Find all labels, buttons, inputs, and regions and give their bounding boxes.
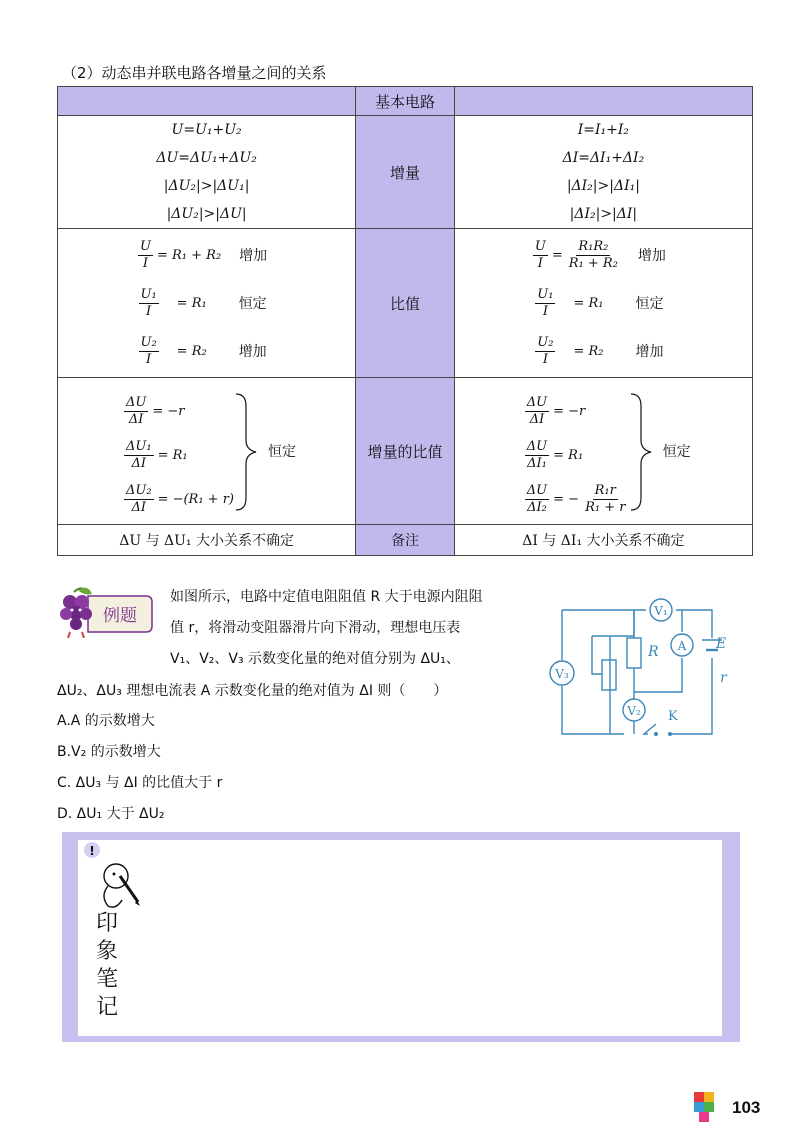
header-mid: 基本电路 bbox=[356, 87, 455, 116]
label-r-big: R bbox=[648, 644, 659, 660]
row-label-incr-ratio: 增量的比值 bbox=[356, 378, 455, 525]
example-line: 值 r，将滑动变阻器滑片向下滑动，理想电压表 bbox=[170, 620, 461, 636]
bang-mark: ! bbox=[89, 844, 95, 858]
incr-ratio-eq bbox=[124, 390, 234, 432]
section-title: （2）动态串并联电路各增量之间的关系 bbox=[62, 64, 327, 82]
circuit-diagram bbox=[540, 596, 740, 748]
notes-figure-icon bbox=[82, 840, 142, 1030]
series-increment-line: ΔU=ΔU₁+ΔU₂ bbox=[156, 150, 257, 166]
parallel-ratio-cell bbox=[454, 229, 752, 378]
series-increment-cell bbox=[58, 116, 356, 229]
ratio-rhs: = R₂ bbox=[176, 343, 207, 359]
notes-title-char: 象 bbox=[96, 939, 119, 964]
example-badge-icon bbox=[58, 586, 154, 638]
fraction: $\frac{U}{I}$ bbox=[534, 238, 546, 271]
incr-ratio-row bbox=[58, 378, 753, 525]
fraction: $\frac{\text{ΔU₂}}{\Delta I}$ bbox=[126, 482, 152, 515]
ratio-label: 恒定 bbox=[635, 296, 664, 312]
parallel-increment-line: |ΔI₂|>|ΔI₁| bbox=[566, 178, 640, 194]
ratio-rhs: = R₁ bbox=[157, 447, 188, 463]
parallel-increment-line: I=I₁+I₂ bbox=[577, 122, 630, 138]
parallel-increment-cell bbox=[454, 116, 752, 229]
parallel-ratio-eq bbox=[455, 279, 752, 327]
option-b: B.V₂ 的示数增大 bbox=[57, 744, 161, 760]
ratio-rhs: = R₁ bbox=[573, 295, 604, 311]
incr-ratio-eq bbox=[124, 478, 234, 520]
fraction: $\frac{\text{U₁}}{I}$ bbox=[140, 286, 157, 319]
ratio-rhs: = −(R₁ + r) bbox=[157, 491, 234, 507]
label-e: E bbox=[716, 636, 727, 652]
header-right bbox=[454, 87, 752, 116]
example-line: 如图所示，电路中定值电阻阻值 R 大于电源内阻阻 bbox=[170, 589, 483, 605]
series-ratio-eq bbox=[58, 279, 355, 327]
parallel-ratio-eq bbox=[455, 231, 752, 279]
parallel-ratio-eq bbox=[455, 327, 752, 375]
example-line: ΔU₂、ΔU₃ 理想电流表 A 示数变化量的绝对值为 ΔI 则（ ） bbox=[57, 683, 448, 699]
fraction: $\frac{\Delta U}{\Delta I}$ bbox=[126, 394, 147, 427]
label-k: K bbox=[668, 709, 678, 724]
parallel-increment-line: |ΔI₂|>|ΔI| bbox=[569, 206, 638, 222]
ratio-rhs: = R₁ bbox=[553, 447, 584, 463]
note-row bbox=[58, 525, 753, 556]
options-list bbox=[57, 706, 222, 830]
table-header-row bbox=[58, 87, 753, 116]
fraction: $\frac{\Delta U}{\text{ΔI₁}}$ bbox=[526, 438, 548, 471]
ratio-label: 恒定 bbox=[238, 296, 267, 312]
ratio-rhs: = R₁ bbox=[176, 295, 207, 311]
meter-v2 bbox=[623, 699, 645, 721]
example-text bbox=[170, 582, 542, 675]
parallel-increment-line: ΔI=ΔI₁+ΔI₂ bbox=[562, 150, 645, 166]
series-ratio-eq bbox=[58, 327, 355, 375]
fraction: $\frac{U}{I}$ bbox=[140, 238, 151, 271]
fraction: $\frac{\Delta U}{\text{ΔI₂}}$ bbox=[526, 482, 548, 515]
series-increment-line: |ΔU₂|>|ΔU₁| bbox=[163, 178, 250, 194]
notes-title-char: 印 bbox=[96, 911, 119, 936]
publisher-logo-icon bbox=[690, 1090, 720, 1124]
parallel-incr-ratio-cell bbox=[454, 378, 752, 525]
option-d: D. ΔU₁ 大于 ΔU₂ bbox=[57, 806, 165, 822]
incr-ratio-label: 恒定 bbox=[662, 444, 691, 460]
series-increment-line: U=U₁+U₂ bbox=[171, 122, 242, 138]
meter-v3 bbox=[550, 661, 574, 685]
fraction: $\frac{\text{ΔU₁}}{\Delta I}$ bbox=[126, 438, 152, 471]
series-increment-line: |ΔU₂|>|ΔU| bbox=[166, 206, 247, 222]
row-label-note: 备注 bbox=[356, 525, 455, 556]
example-line: V₁、V₂、V₃ 示数变化量的绝对值分别为 ΔU₁、 bbox=[170, 651, 460, 667]
ratio-rhs-eq: = bbox=[551, 247, 563, 263]
meter-a bbox=[671, 634, 693, 656]
incr-ratio-eq bbox=[525, 434, 628, 476]
row-label-ratio: 比值 bbox=[356, 229, 455, 378]
svg-text:V₃: V₃ bbox=[555, 667, 569, 681]
notes-area[interactable] bbox=[78, 840, 722, 1036]
ratio-rhs: = R₂ bbox=[573, 343, 604, 359]
fraction: $\frac{\text{U₁}}{I}$ bbox=[537, 286, 554, 319]
ratio-label: 增加 bbox=[239, 248, 268, 264]
ratio-label: 增加 bbox=[637, 248, 666, 264]
fraction: $\frac{\text{R₁R₂}}{\text{R₁ + R₂}}$ bbox=[568, 238, 618, 271]
parallel-incr-ratio-stack bbox=[525, 390, 628, 520]
increment-row bbox=[58, 116, 753, 229]
fraction: $\frac{\text{R₁r}}{\text{R₁ + r}}$ bbox=[585, 482, 626, 515]
incr-ratio-label: 恒定 bbox=[268, 444, 296, 460]
label-r-small: r bbox=[720, 670, 727, 686]
ratio-rhs: = − bbox=[553, 491, 580, 507]
series-incr-ratio-cell bbox=[58, 378, 356, 525]
notes-title-char: 记 bbox=[96, 995, 119, 1020]
incr-ratio-eq bbox=[124, 434, 234, 476]
impression-notes-box bbox=[62, 832, 740, 1042]
ratio-rhs: = −r bbox=[553, 403, 586, 419]
svg-text:A: A bbox=[677, 639, 687, 653]
series-note: ΔU 与 ΔU₁ 大小关系不确定 bbox=[58, 525, 356, 556]
right-brace-icon bbox=[234, 392, 260, 512]
relation-table bbox=[57, 86, 753, 556]
svg-text:V₁: V₁ bbox=[654, 604, 668, 618]
series-ratio-cell bbox=[58, 229, 356, 378]
fraction: $\frac{\text{U₂}}{I}$ bbox=[140, 334, 157, 367]
page-number: 103 bbox=[732, 1098, 761, 1117]
ratio-rhs: = R₁ + R₂ bbox=[156, 247, 222, 263]
ratio-rhs: = −r bbox=[152, 403, 185, 419]
notes-title-char: 笔 bbox=[96, 967, 119, 992]
fraction: $\frac{\Delta U}{\Delta I}$ bbox=[526, 394, 548, 427]
right-brace-icon bbox=[629, 392, 655, 512]
incr-ratio-eq bbox=[525, 478, 628, 520]
series-ratio-eq bbox=[58, 231, 355, 279]
fraction: $\frac{\text{U₂}}{I}$ bbox=[537, 334, 554, 367]
option-a: A.A 的示数增大 bbox=[57, 713, 155, 729]
option-c: C. ΔU₃ 与 ΔI 的比值大于 r bbox=[57, 775, 223, 791]
example-badge-label: 例题 bbox=[103, 606, 137, 626]
ratio-label: 增加 bbox=[238, 344, 267, 360]
svg-text:V₂: V₂ bbox=[627, 704, 641, 718]
meter-v1 bbox=[650, 599, 672, 621]
ratio-row bbox=[58, 229, 753, 378]
series-incr-ratio-stack bbox=[124, 390, 234, 520]
parallel-note: ΔI 与 ΔI₁ 大小关系不确定 bbox=[454, 525, 752, 556]
header-left bbox=[58, 87, 356, 116]
incr-ratio-eq bbox=[525, 390, 628, 432]
row-label-increment: 增量 bbox=[356, 116, 455, 229]
ratio-label: 增加 bbox=[635, 344, 664, 360]
